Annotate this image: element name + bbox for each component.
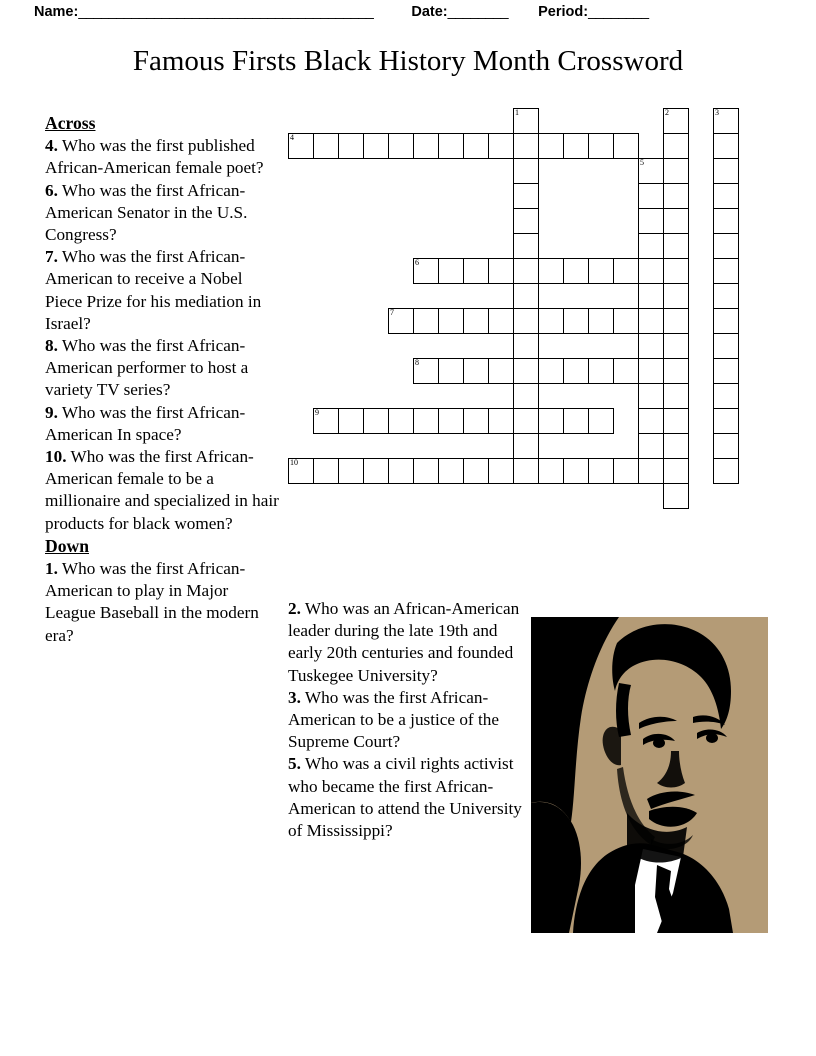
grid-cell[interactable] [613, 308, 639, 334]
date-label: Date: [411, 4, 448, 20]
grid-cell[interactable] [713, 433, 739, 459]
grid-cell[interactable] [438, 458, 464, 484]
grid-cell-number: 4 [290, 133, 294, 142]
across-heading: Across [45, 113, 96, 133]
grid-cell[interactable] [638, 183, 664, 209]
grid-cell[interactable] [638, 433, 664, 459]
grid-cell[interactable] [663, 208, 689, 234]
grid-cell[interactable] [663, 233, 689, 259]
grid-cell[interactable] [563, 133, 589, 159]
grid-cell[interactable] [438, 308, 464, 334]
grid-cell[interactable] [638, 383, 664, 409]
grid-cell[interactable] [513, 408, 539, 434]
grid-cell[interactable] [413, 133, 439, 159]
clue-text: Who was the first African-American Senator in the U.S. Congress? [45, 180, 248, 245]
clue-across-8 [45, 335, 283, 402]
grid-cell[interactable] [663, 433, 689, 459]
grid-cell[interactable] [388, 308, 414, 334]
clue-number: 9. [45, 402, 58, 422]
grid-cell[interactable] [638, 308, 664, 334]
clue-number: 5. [288, 754, 301, 774]
clue-across-6 [45, 180, 283, 247]
clue-text: Who was the first African-American In space? [45, 402, 246, 444]
grid-cell[interactable] [713, 158, 739, 184]
grid-cell[interactable] [588, 308, 614, 334]
clue-text: Who was the first African-American female to be a millionaire and specialized in hair products for black women? [45, 447, 279, 533]
down-heading: Down [45, 535, 89, 556]
portrait-artwork [531, 617, 768, 933]
grid-cell[interactable] [563, 358, 589, 384]
grid-cell[interactable] [488, 358, 514, 384]
grid-cell[interactable] [363, 408, 389, 434]
grid-cell[interactable] [488, 308, 514, 334]
grid-cell[interactable] [388, 458, 414, 484]
grid-cell[interactable] [613, 258, 639, 284]
clue-down-2 [288, 598, 526, 687]
grid-cell[interactable] [663, 283, 689, 309]
clue-column-left [45, 112, 283, 647]
grid-cell[interactable] [588, 358, 614, 384]
date-blank: ________ [447, 4, 509, 20]
clue-across-7 [45, 246, 283, 335]
grid-cell[interactable] [588, 408, 614, 434]
grid-cell[interactable] [338, 408, 364, 434]
grid-cell[interactable] [588, 458, 614, 484]
grid-cell[interactable] [288, 458, 314, 484]
grid-cell[interactable] [438, 133, 464, 159]
clue-across-9 [45, 402, 283, 446]
clue-number: 2. [288, 599, 301, 618]
grid-cell[interactable] [663, 483, 689, 509]
grid-cell[interactable] [663, 308, 689, 334]
grid-cell-number: 7 [390, 308, 394, 317]
grid-cell[interactable] [563, 308, 589, 334]
grid-cell[interactable] [538, 258, 564, 284]
period-label: Period: [538, 4, 589, 20]
clue-text: Who was the first African-American to play in Major League Baseball in the modern era? [45, 559, 259, 645]
grid-cell[interactable] [713, 333, 739, 359]
grid-cell[interactable] [638, 258, 664, 284]
grid-cell[interactable] [513, 183, 539, 209]
grid-cell[interactable] [463, 308, 489, 334]
grid-cell[interactable] [513, 433, 539, 459]
clue-number: 1. [45, 559, 58, 579]
grid-cell[interactable] [413, 258, 439, 284]
clue-column-middle [288, 598, 526, 842]
grid-cell[interactable] [663, 133, 689, 159]
grid-cell[interactable] [463, 133, 489, 159]
grid-cell[interactable] [638, 408, 664, 434]
clue-number: 10. [45, 447, 67, 467]
grid-cell[interactable] [438, 408, 464, 434]
clue-across-4 [45, 135, 283, 179]
clue-text: Who was an African-American leader during the late 19th and early 20th centuries and founded Tuskegee University? [288, 599, 520, 685]
grid-cell[interactable] [413, 408, 439, 434]
grid-cell[interactable] [713, 258, 739, 284]
grid-cell[interactable] [313, 408, 339, 434]
grid-cell-number: 2 [665, 108, 669, 117]
grid-cell[interactable] [488, 408, 514, 434]
grid-cell[interactable] [438, 358, 464, 384]
grid-cell[interactable] [338, 458, 364, 484]
name-label: Name: [34, 4, 79, 20]
grid-cell[interactable] [513, 158, 539, 184]
grid-cell[interactable] [638, 208, 664, 234]
grid-cell[interactable] [713, 383, 739, 409]
grid-cell[interactable] [713, 133, 739, 159]
period-blank: ________ [588, 4, 649, 20]
worksheet-header [34, 0, 774, 24]
grid-cell[interactable] [413, 308, 439, 334]
grid-cell[interactable] [638, 333, 664, 359]
grid-cell[interactable] [538, 133, 564, 159]
grid-cell[interactable] [713, 458, 739, 484]
grid-cell[interactable] [513, 233, 539, 259]
grid-cell[interactable] [713, 108, 739, 134]
grid-cell[interactable] [638, 358, 664, 384]
grid-cell[interactable] [513, 333, 539, 359]
grid-cell[interactable] [663, 258, 689, 284]
clue-down-3 [288, 687, 526, 754]
grid-cell[interactable] [463, 358, 489, 384]
grid-cell[interactable] [713, 233, 739, 259]
grid-cell[interactable] [513, 283, 539, 309]
grid-cell[interactable] [638, 458, 664, 484]
page-title: Famous Firsts Black History Month Crossword [132, 45, 684, 77]
grid-cell[interactable] [588, 258, 614, 284]
grid-cell[interactable] [538, 358, 564, 384]
grid-cell[interactable] [538, 308, 564, 334]
grid-cell[interactable] [563, 458, 589, 484]
grid-cell[interactable] [613, 133, 639, 159]
grid-cell-number: 8 [415, 358, 419, 367]
clue-down-5 [288, 753, 526, 842]
grid-cell[interactable] [663, 458, 689, 484]
grid-cell[interactable] [588, 133, 614, 159]
grid-cell[interactable] [563, 408, 589, 434]
grid-cell[interactable] [663, 333, 689, 359]
grid-cell[interactable] [613, 358, 639, 384]
grid-cell[interactable] [513, 108, 539, 134]
clue-down-1 [45, 558, 283, 647]
grid-cell[interactable] [613, 458, 639, 484]
grid-cell[interactable] [313, 458, 339, 484]
clue-number: 3. [288, 687, 301, 707]
grid-cell[interactable] [713, 358, 739, 384]
grid-cell[interactable] [638, 283, 664, 309]
clue-text: Who was a civil rights activist who became the first African-American to attend the University of Mississippi? [288, 754, 522, 841]
grid-cell-number: 10 [290, 458, 298, 467]
grid-cell[interactable] [488, 458, 514, 484]
grid-cell-number: 3 [715, 108, 719, 117]
grid-cell[interactable] [663, 408, 689, 434]
grid-cell[interactable] [463, 258, 489, 284]
grid-cell[interactable] [638, 158, 664, 184]
name-blank: _______________________________________ [78, 4, 374, 20]
grid-cell[interactable] [363, 458, 389, 484]
clue-text: Who was the first African-American to be a justice of the Supreme Court? [288, 687, 499, 752]
grid-cell[interactable] [563, 258, 589, 284]
grid-cell[interactable] [463, 408, 489, 434]
grid-cell-number: 6 [415, 258, 419, 267]
grid-cell[interactable] [538, 408, 564, 434]
grid-cell[interactable] [413, 358, 439, 384]
grid-cell[interactable] [288, 133, 314, 159]
grid-cell[interactable] [663, 358, 689, 384]
grid-cell[interactable] [388, 408, 414, 434]
grid-cell[interactable] [513, 358, 539, 384]
grid-cell[interactable] [513, 208, 539, 234]
grid-cell[interactable] [488, 258, 514, 284]
grid-cell[interactable] [513, 133, 539, 159]
clue-across-10 [45, 446, 283, 535]
clue-number: 8. [45, 336, 58, 356]
grid-cell[interactable] [663, 383, 689, 409]
clue-text: Who was the first African-American performer to host a variety TV series? [45, 336, 249, 400]
grid-cell[interactable] [713, 283, 739, 309]
grid-cell[interactable] [513, 308, 539, 334]
grid-cell[interactable] [513, 258, 539, 284]
grid-cell[interactable] [438, 258, 464, 284]
grid-cell[interactable] [713, 208, 739, 234]
grid-cell[interactable] [663, 158, 689, 184]
grid-cell[interactable] [663, 108, 689, 134]
grid-cell[interactable] [513, 458, 539, 484]
clue-number: 4. [45, 136, 58, 156]
grid-cell[interactable] [538, 458, 564, 484]
grid-cell[interactable] [388, 133, 414, 159]
grid-cell[interactable] [488, 133, 514, 159]
portrait-image [531, 617, 768, 933]
grid-cell-number: 9 [315, 408, 319, 417]
grid-cell[interactable] [413, 458, 439, 484]
grid-cell[interactable] [663, 183, 689, 209]
grid-cell-number: 1 [515, 108, 519, 117]
grid-cell[interactable] [463, 458, 489, 484]
grid-cell[interactable] [363, 133, 389, 159]
grid-cell[interactable] [713, 308, 739, 334]
grid-cell[interactable] [338, 133, 364, 159]
clue-text: Who was the first African-American to receive a Nobel Piece Prize for his mediation in Israel? [45, 247, 262, 333]
grid-cell[interactable] [313, 133, 339, 159]
grid-cell[interactable] [713, 183, 739, 209]
clue-number: 7. [45, 247, 58, 267]
crossword-grid[interactable] [288, 108, 778, 518]
clue-text: Who was the first published African-American female poet? [45, 136, 264, 178]
grid-cell[interactable] [713, 408, 739, 434]
grid-cell-number: 5 [640, 158, 644, 167]
grid-cell[interactable] [513, 383, 539, 409]
grid-cell[interactable] [638, 233, 664, 259]
clue-number: 6. [45, 180, 58, 200]
